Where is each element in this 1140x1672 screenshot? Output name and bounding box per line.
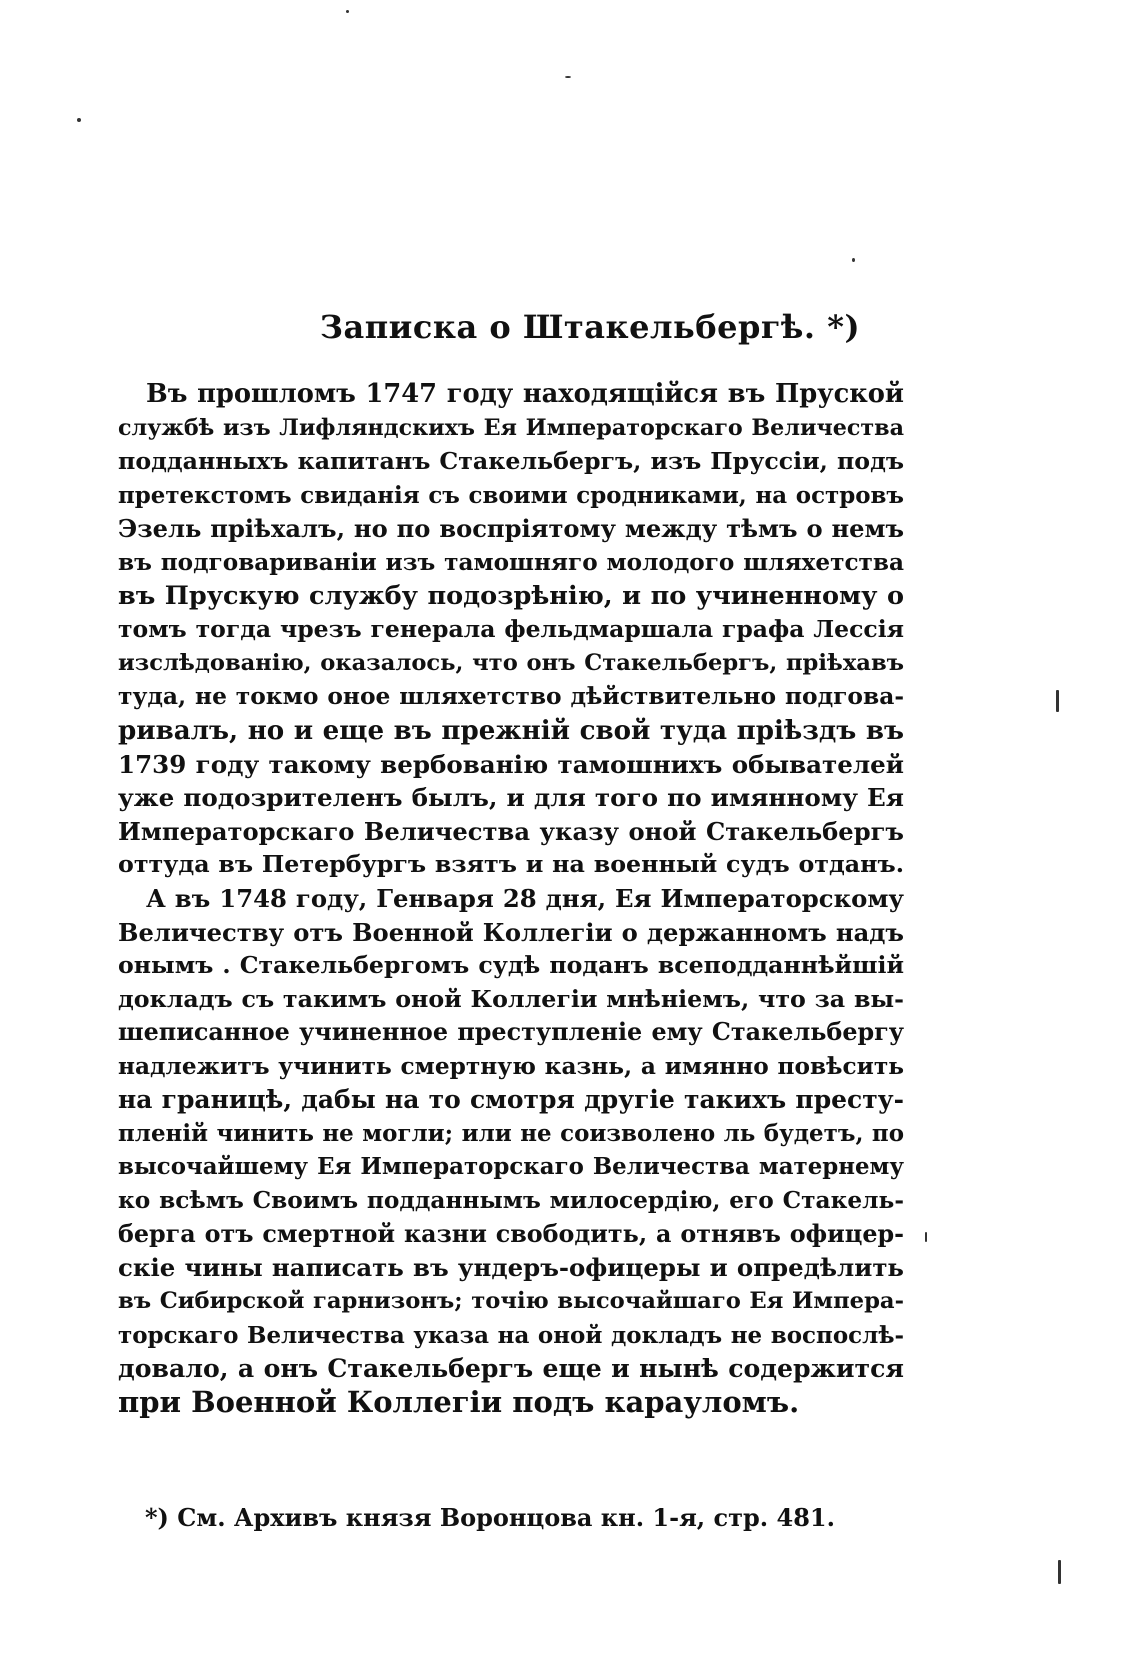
text-line: на границѣ, дабы на то смотря другіе такихъ престу-: [118, 1085, 904, 1115]
text-line: берга отъ смертной казни свободить, а отнявъ офицер-: [118, 1219, 904, 1248]
text-line: Величеству отъ Военной Коллегіи о держанномъ надъ: [118, 917, 904, 947]
text-line: службѣ изъ Лифляндскихъ Ея Императорскаго Величества: [118, 414, 904, 441]
scan-speck: [852, 258, 855, 262]
scan-speck: [1056, 690, 1059, 712]
footnote: *) См. Архивъ князя Воронцова кн. 1-я, стр. 481.: [145, 1503, 835, 1532]
scan-speck: [565, 76, 571, 78]
text-line: подданныхъ капитанъ Стакельбергъ, изъ Пруссіи, подъ: [118, 447, 904, 476]
text-line: надлежитъ учинить смертную казнь, а имянно повѣсить: [118, 1052, 904, 1080]
text-line: онымъ . Стакельбергомъ судѣ поданъ всеподданнѣйшій: [118, 951, 904, 980]
text-line: А въ 1748 году, Генваря 28 дня, Ея Императорскому: [146, 883, 904, 913]
text-line: въ Прускую службу подозрѣнію, и по учиненному о: [118, 580, 904, 611]
text-line: Императорскаго Величества указу оной Стакельбергъ: [118, 816, 904, 846]
text-line: пленій чинить не могли; или не соизволено ль будетъ, по: [118, 1120, 904, 1148]
text-line: Въ прошломъ 1747 году находящійся въ Пруской: [146, 379, 904, 409]
text-line: торскаго Величества указа на оной докладъ не воспослѣ-: [118, 1321, 904, 1349]
text-line: претекстомъ свиданія съ своими сродниками, на островъ: [118, 481, 904, 509]
scan-speck: [346, 10, 349, 13]
scan-speck: [925, 1232, 927, 1242]
text-line: томъ тогда чрезъ генерала фельдмаршала графа Лессія: [118, 615, 904, 644]
text-line: ко всѣмъ Своимъ подданнымъ милосердію, его Стакель-: [118, 1187, 904, 1215]
scan-speck: [1058, 1560, 1061, 1584]
scan-speck: [77, 118, 81, 122]
text-line: въ Сибирской гарнизонъ; точію высочайшаго Ея Импера-: [118, 1288, 904, 1315]
page-title: Записка о Штакельбергѣ. *): [319, 308, 861, 346]
text-line: высочайшему Ея Императорскаго Величества матернему: [118, 1153, 904, 1180]
text-line: Эзель пріѣхалъ, но по воспріятому между тѣмъ о немъ: [118, 514, 904, 544]
text-line: изслѣдованію, оказалось, что онъ Стакельбергъ, пріѣхавъ: [118, 649, 904, 676]
text-line: скіе чины написать въ ундеръ-офицеры и опредѣлить: [118, 1253, 904, 1283]
text-line: при Военной Коллегіи подъ карауломъ.: [118, 1384, 800, 1419]
body-text: [118, 378, 904, 1419]
text-line: туда, не токмо оное шляхетство дѣйствительно подгова-: [118, 682, 904, 711]
text-line: 1739 году такому вербованію тамошнихъ обывателей: [118, 749, 904, 779]
text-line: довало, а онъ Стакельбергъ еще и нынѣ содержится: [118, 1353, 904, 1384]
text-line: оттуда въ Петербургъ взятъ и на военный судъ отданъ.: [118, 850, 904, 879]
text-line: уже подозрителенъ былъ, и для того по имянному Ея: [118, 783, 904, 813]
text-line: шеписанное учиненное преступленіе ему Стакельбергу: [118, 1018, 904, 1047]
text-line: докладъ съ такимъ оной Коллегіи мнѣніемъ, что за вы-: [118, 984, 904, 1013]
text-line: ривалъ, но и еще въ прежній свой туда пріѣздъ въ: [118, 714, 904, 746]
text-line: въ подговариваніи изъ тамошняго молодого шляхетства: [118, 548, 904, 576]
